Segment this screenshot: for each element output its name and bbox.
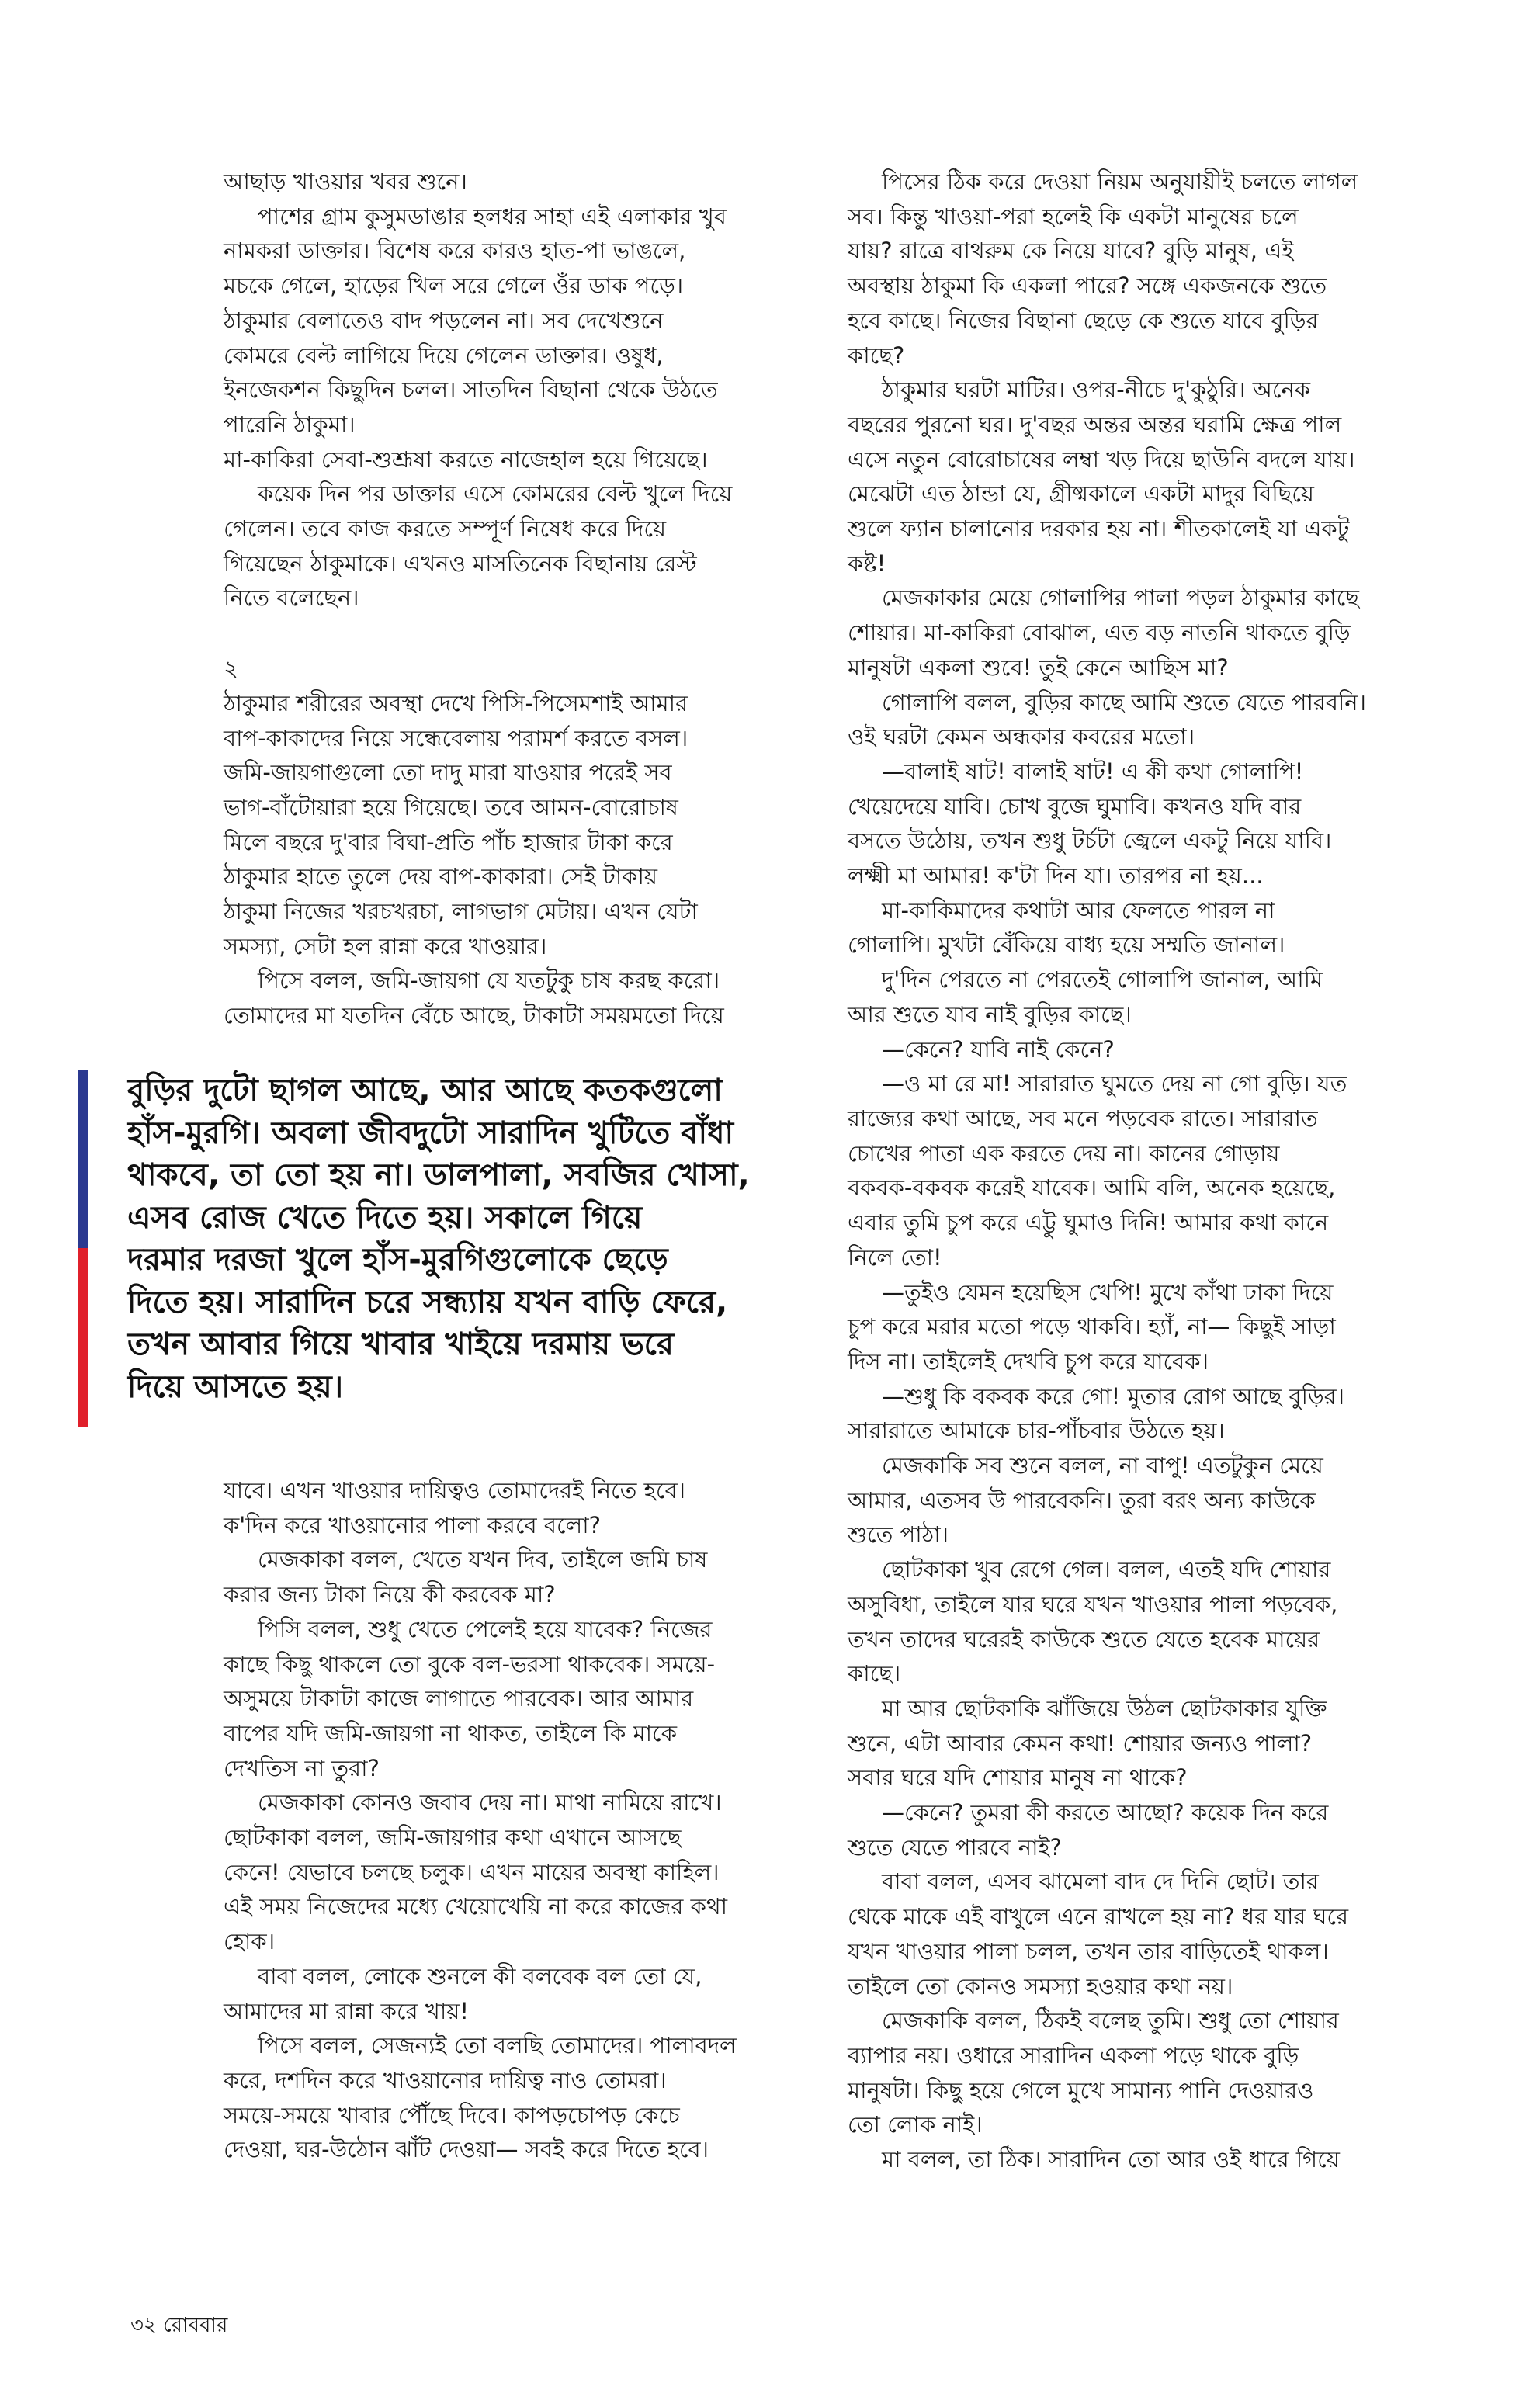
text-line: ছোটকাকা বলল, জমি-জায়গার কথা এখানে আসছে	[224, 1824, 682, 1851]
text-line: মেজকাকা কোনও জবাব দেয় না। মাথা নামিয়ে রাখে।	[258, 1789, 722, 1816]
text-line: পিসে বলল, সেজন্যই তো বলছি তোমাদের। পালাবদল	[258, 2032, 737, 2059]
text-line: অসুময়ে টাকাটা কাজে লাগাতে পারবেক। আর আমার	[224, 1685, 694, 1712]
left-column-bottom	[224, 1473, 782, 2167]
text-line: —ও মা রে মা! সারারাত ঘুমতে দেয় না গো বুড়ি। যত	[882, 1070, 1348, 1098]
text-line: বকবক-বকবক করেই যাবেক। আমি বলি, অনেক হয়েছে,	[848, 1174, 1336, 1202]
text-line: নিতে বলেছেন।	[224, 584, 359, 612]
text-line: ঠাকুমার শরীরের অবস্থা দেখে পিসি-পিসেমশাই আমার	[224, 689, 688, 716]
text-line: চোখের পাতা এক করতে দেয় না। কানের গোড়ায়	[848, 1139, 1280, 1167]
text-line: ঠাকুমার হাতে তুলে দেয় বাপ-কাকারা। সেই টাকায়	[224, 863, 657, 890]
text-line: ইনজেকশন কিছুদিন চলল। সাতদিন বিছানা থেকে উঠতে	[224, 376, 718, 404]
text-line: হবে কাছে। নিজের বিছানা ছেড়ে কে শুতে যাবে বুড়ির	[848, 307, 1319, 334]
text-line: করে, দশদিন করে খাওয়ানোর দায়িত্ব নাও তোমরা।	[224, 2066, 667, 2093]
text-line: লক্ষ্মী মা আমার! ক'টা দিন যা। তারপর না হয়...	[848, 862, 1264, 890]
text-line: শুনে, এটা আবার কেমন কথা! শোয়ার জন্যও পালা?	[848, 1729, 1313, 1757]
text-line: গোলাপি। মুখটা বেঁকিয়ে বাধ্য হয়ে সম্মতি জানাল।	[848, 931, 1285, 959]
text-line: ক'দিন করে খাওয়ানোর পালা করবে বলো?	[224, 1511, 602, 1538]
text-line: ব্যাপার নয়। ওধারে সারাদিন একলা পড়ে থাকে বুড়ি	[848, 2041, 1299, 2069]
text-line: শুলে ফ্যান চালানোর দরকার হয় না। শীতকালেই যা একটু	[848, 515, 1350, 543]
pull-quote-line: এসব রোজ খেতে দিতে হয়। সকালে গিয়ে	[127, 1199, 643, 1236]
text-line: মেঝেটা এত ঠান্ডা যে, গ্রীষ্মকালে একটা মাদুর বিছিয়ে	[848, 480, 1314, 508]
text-line: গোলাপি বলল, বুড়ির কাছে আমি শুতে যেতে পারবনি।	[882, 688, 1366, 716]
text-line: রাজ্যের কথা আছে, সব মনে পড়বেক রাতে। সারারাত	[848, 1105, 1318, 1132]
text-line: খেয়েদেয়ে যাবি। চোখ বুজে ঘুমাবি। কখনও যদি বার	[848, 792, 1302, 820]
text-line: যায়? রাত্রে বাথরুম কে নিয়ে যাবে? বুড়ি মানুষ, এই	[848, 238, 1294, 265]
text-line: গেলেন। তবে কাজ করতে সম্পূর্ণ নিষেধ করে দিয়ে	[224, 515, 667, 543]
text-line: মচকে গেলে, হাড়ের খিল সরে গেলে ওঁর ডাক পড়ে।	[224, 272, 684, 300]
text-line: —বালাই ষাট! বালাই ষাট! এ কী কথা গোলাপি!	[882, 758, 1304, 785]
pull-quote-bar-red	[78, 1248, 88, 1427]
text-line: সব। কিন্তু খাওয়া-পরা হলেই কি একটা মানুষের চলে	[848, 203, 1299, 230]
text-line: তো লোক নাই।	[848, 2111, 983, 2138]
text-line: তোমাদের মা যতদিন বেঁচে আছে, টাকাটা সময়মতো দিয়ে	[224, 1002, 724, 1029]
pull-quote-bar-blue	[78, 1070, 88, 1248]
text-line: অবস্থায় ঠাকুমা কি একলা পারে? সঙ্গে একজনকে শুতে	[848, 272, 1327, 300]
text-line: কাছে কিছু থাকলে তো বুকে বল-ভরসা থাকবেক। সময়ে-	[224, 1650, 716, 1677]
text-line: কষ্ট!	[848, 550, 886, 577]
text-line: নামকরা ডাক্তার। বিশেষ করে কারও হাত-পা ভাঙলে,	[224, 238, 686, 265]
text-line: বাপের যদি জমি-জায়গা না থাকত, তাইলে কি মাকে	[224, 1719, 677, 1746]
right-column	[848, 165, 1406, 2177]
text-line: এবার তুমি চুপ করে এট্টু ঘুমাও দিনি! আমার কথা কানে	[848, 1209, 1329, 1236]
text-line: যখন খাওয়ার পালা চলল, তখন তার বাড়িতেই থাকল।	[848, 1937, 1329, 1965]
text-line: —কেনে? যাবি নাই কেনে?	[882, 1035, 1115, 1063]
text-line: করার জন্য টাকা নিয়ে কী করবেক মা?	[224, 1581, 556, 1608]
text-line: দিস না। তাইলেই দেখবি চুপ করে যাবেক।	[848, 1347, 1209, 1375]
text-line: পিসি বলল, শুধু খেতে পেলেই হয়ে যাবেক? নিজের	[258, 1615, 713, 1642]
text-line: ছোটকাকা খুব রেগে গেল। বলল, এতই যদি শোয়ার	[882, 1556, 1331, 1583]
text-line: মিলে বছরে দু'বার বিঘা-প্রতি পাঁচ হাজার টাকা করে	[224, 828, 673, 855]
text-line: আছাড় খাওয়ার খবর শুনে।	[224, 168, 467, 195]
pull-quote-line: দিতে হয়। সারাদিন চরে সন্ধ্যায় যখন বাড়ি ফেরে,	[127, 1284, 728, 1320]
text-line: আর শুতে যাব নাই বুড়ির কাছে।	[848, 1001, 1132, 1028]
text-line: এসে নতুন বোরোচাষের লম্বা খড় দিয়ে ছাউনি বদলে যায়।	[848, 446, 1355, 473]
text-line: দু'দিন পেরতে না পেরতেই গোলাপি জানাল, আমি	[882, 966, 1323, 994]
pull-quote-line: হাঁস-মুরগি। অবলা জীবদুটো সারাদিন খুটিতে বাঁধা	[127, 1115, 734, 1151]
text-line: অসুবিধা, তাইলে যার ঘরে যখন খাওয়ার পালা পড়বেক,	[848, 1590, 1338, 1618]
text-line: পিসে বলল, জমি-জায়গা যে যতটুকু চাষ করছ করো।	[258, 967, 720, 994]
text-line: মা বলল, তা ঠিক। সারাদিন তো আর ওই ধারে গিয়ে	[882, 2146, 1340, 2173]
text-line: সবার ঘরে যদি শোয়ার মানুষ না থাকে?	[848, 1764, 1188, 1791]
text-line: ঠাকুমার ঘরটা মাটির। ওপর-নীচে দু'কুঠুরি। অনেক	[882, 376, 1311, 404]
text-line: ২	[224, 655, 238, 682]
text-line: কেনে! যেভাবে চলছে চলুক। এখন মায়ের অবস্থা কাহিল।	[224, 1858, 720, 1885]
pull-quote-line: দরমার দরজা খুলে হাঁস-মুরগিগুলোকে ছেড়ে	[127, 1242, 668, 1278]
text-line: ভাগ-বাঁটোয়ারা হয়ে গিয়েছে। তবে আমন-বোরোচাষ	[224, 793, 678, 820]
page-folio: ৩২ রোববার	[130, 2314, 228, 2337]
left-column-top	[224, 165, 782, 1033]
text-line: মা-কাকিমাদের কথাটা আর ফেলতে পারল না	[882, 897, 1275, 924]
text-line: থেকে মাকে এই বাখুলে এনে রাখলে হয় না? ধর যার ঘরে	[848, 1903, 1349, 1930]
text-line: মানুষটা। কিছু হয়ে গেলে মুখে সামান্য পানি দেওয়ারও	[848, 2076, 1314, 2103]
text-line: শুতে পাঠা।	[848, 1521, 949, 1549]
text-line: ঠাকুমার বেলাতেও বাদ পড়লেন না। সব দেখেশুনে	[224, 307, 664, 334]
pull-quote-line: তখন আবার গিয়ে খাবার খাইয়ে দরমায় ভরে	[127, 1327, 674, 1362]
text-line: ওই ঘরটা কেমন অন্ধকার কবরের মতো।	[848, 723, 1195, 751]
text-line: সমস্যা, সেটা হল রান্না করে খাওয়ার।	[224, 932, 547, 959]
text-line: মেজকাকি সব শুনে বলল, না বাপু! এতটুকুন মেয়ে	[882, 1452, 1323, 1479]
text-line: মেজকাকি বলল, ঠিকই বলেছ তুমি। শুধু তো শোয়ার	[882, 2007, 1339, 2034]
text-line: মা-কাকিরা সেবা-শুশ্রূষা করতে নাজেহাল হয়ে গিয়েছে।	[224, 446, 708, 473]
text-line: বাপ-কাকাদের নিয়ে সন্ধেবেলায় পরামর্শ করতে বসল।	[224, 724, 688, 751]
text-line: দেওয়া, ঘর-উঠোন ঝাঁট দেওয়া— সবই করে দিতে হবে।	[224, 2136, 709, 2163]
text-line: যাবে। এখন খাওয়ার দায়িত্বও তোমাদেরই নিতে হবে।	[224, 1477, 686, 1503]
text-line: আমার, এতসব উ পারবেকনি। তুরা বরং অন্য কাউকে	[848, 1486, 1316, 1514]
text-line: জমি-জায়গাগুলো তো দাদু মারা যাওয়ার পরেই সব	[224, 759, 672, 786]
text-line: তখন তাদের ঘরেরই কাউকে শুতে যেতে হবেক মায়ের	[848, 1625, 1320, 1653]
pull-quote	[78, 1070, 823, 1427]
text-line: পাশের গ্রাম কুসুমডাঙার হলধর সাহা এই এলাকার খুব	[258, 203, 727, 230]
text-line: শোয়ার। মা-কাকিরা বোঝাল, এত বড় নাতনি থাকতে বুড়ি	[848, 619, 1351, 647]
text-line: —তুইও যেমন হয়েছিস খেপি! মুখে কাঁথা ঢাকা দিয়ে	[882, 1278, 1334, 1306]
text-line: কোমরে বেল্ট লাগিয়ে দিয়ে গেলেন ডাক্তার। ওষুধ,	[224, 342, 664, 369]
text-line: —শুধু কি বকবক করে গো! মুতার রোগ আছে বুড়ির।	[882, 1382, 1344, 1410]
text-line: চুপ করে মরার মতো পড়ে থাকবি। হ্যাঁ, না— কিছুই সাড়া	[848, 1313, 1336, 1340]
text-line: এই সময় নিজেদের মধ্যে খেয়োখেয়ি না করে কাজের কথা	[224, 1893, 728, 1920]
text-line: মানুষটা একলা শুবে! তুই কেনে আছিস মা?	[848, 654, 1229, 681]
text-line: বছরের পুরনো ঘর। দু'বছর অন্তর অন্তর ঘরামি ক্ষেত্র পাল	[848, 411, 1342, 438]
text-line: তাইলে তো কোনও সমস্যা হওয়ার কথা নয়।	[848, 1972, 1233, 1999]
text-line: নিলে তো!	[848, 1243, 942, 1271]
pull-quote-line: দিয়ে আসতে হয়।	[127, 1368, 343, 1405]
text-line: দেখতিস না তুরা?	[224, 1754, 380, 1781]
text-line: —কেনে? তুমরা কী করতে আছো? কয়েক দিন করে	[882, 1799, 1329, 1826]
text-line: মেজকাকার মেয়ে গোলাপির পালা পড়ল ঠাকুমার কাছে	[882, 584, 1359, 612]
text-line: গিয়েছেন ঠাকুমাকে। এখনও মাসতিনেক বিছানায় রেস্ট	[224, 550, 697, 577]
text-line: কাছে।	[848, 1660, 901, 1687]
text-line: শুতে যেতে পারবে নাই?	[848, 1833, 1062, 1861]
text-line: বাবা বলল, লোকে শুনলে কী বলবেক বল তো যে,	[258, 1962, 702, 1989]
text-line: আমাদের মা রান্না করে খায়!	[224, 1997, 469, 2024]
text-line: বাবা বলল, এসব ঝামেলা বাদ দে দিনি ছোট। তার	[882, 1868, 1319, 1895]
text-line: মা আর ছোটকাকি ঝাঁজিয়ে উঠল ছোটকাকার যুক্তি	[882, 1694, 1327, 1722]
text-line: সময়ে-সময়ে খাবার পৌঁছে দিবে। কাপড়চোপড় কেচে	[224, 2101, 680, 2128]
text-line: পারেনি ঠাকুমা।	[224, 411, 356, 438]
pull-quote-line: বুড়ির দুটো ছাগল আছে, আর আছে কতকগুলো	[127, 1073, 723, 1108]
text-line: ঠাকুমা নিজের খরচখরচা, লাগভাগ মেটায়। এখন যেটা	[224, 898, 698, 925]
text-line: কাছে?	[848, 342, 905, 369]
text-line: হোক।	[224, 1928, 276, 1955]
text-line: কয়েক দিন পর ডাক্তার এসে কোমরের বেল্ট খুলে দিয়ে	[258, 480, 733, 508]
text-line: সারারাতে আমাকে চার-পাঁচবার উঠতে হয়।	[848, 1417, 1225, 1444]
text-line: পিসের ঠিক করে দেওয়া নিয়ম অনুযায়ীই চলতে লাগল	[882, 168, 1358, 195]
text-line: বসতে উঠোয়, তখন শুধু টর্চটা জ্বেলে একটু নিয়ে যাবি।	[848, 827, 1332, 855]
pull-quote-line: থাকবে, তা তো হয় না। ডালপালা, সবজির খোসা,	[127, 1157, 750, 1193]
text-line: মেজকাকা বলল, খেতে যখন দিব, তাইলে জমি চাষ	[258, 1546, 708, 1573]
pull-quote-text	[127, 1070, 810, 1408]
